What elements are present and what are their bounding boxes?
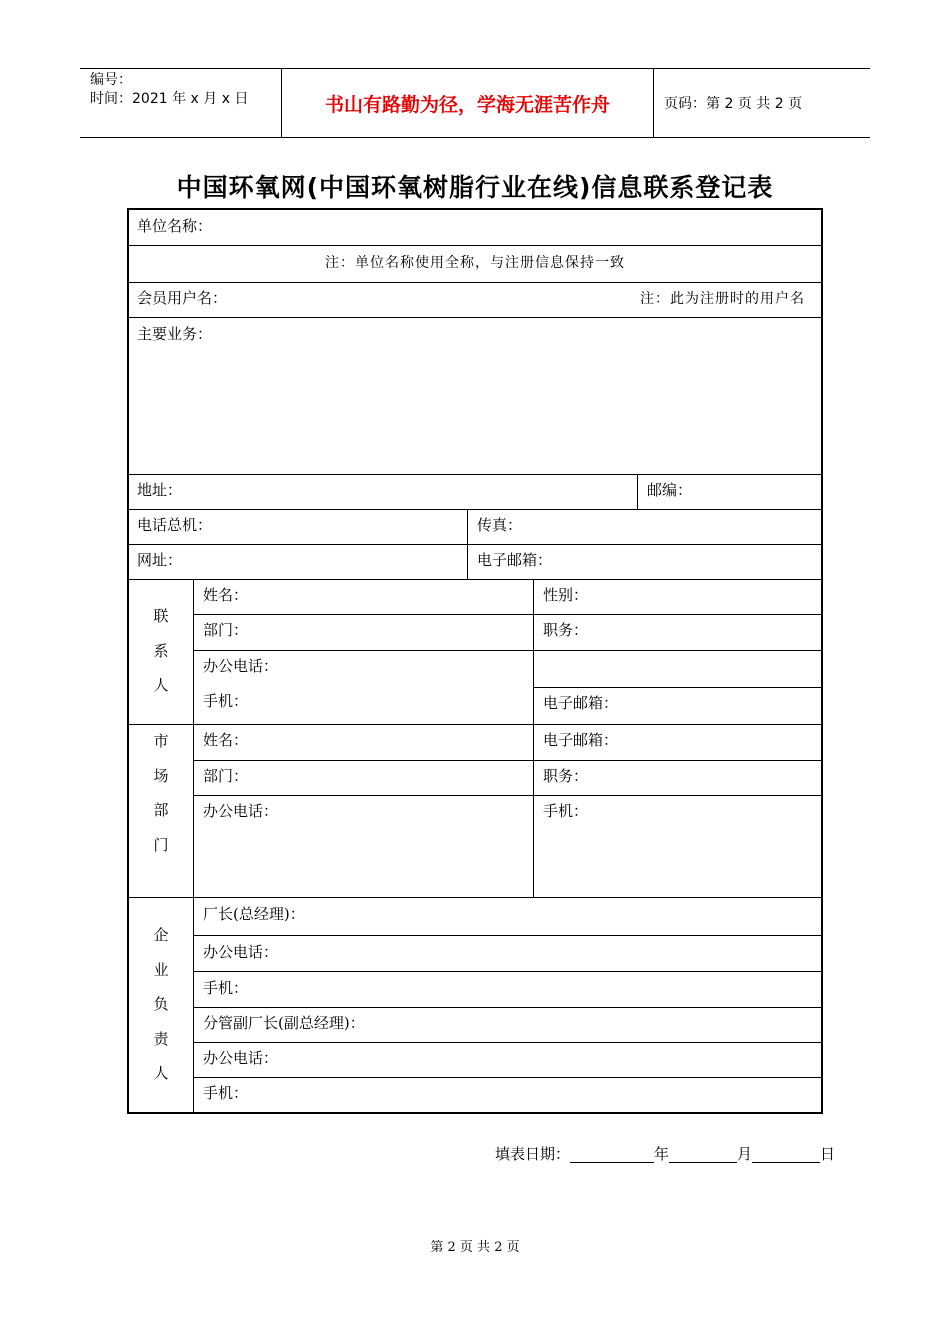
market-dept-label: 部门： — [203, 767, 249, 785]
contact-email-label: 电子邮箱： — [543, 694, 619, 712]
contact-gender-label: 性别： — [543, 586, 589, 604]
motto: 书山有路勤为径，学海无涯苦作舟 — [324, 93, 610, 116]
vgm-office-phone-label: 办公电话： — [203, 1049, 279, 1067]
row-line — [193, 795, 821, 796]
row-line — [129, 245, 821, 246]
leader-group-label: 企 业 负 责 人 — [153, 926, 169, 1082]
row-line — [129, 544, 821, 545]
postcode-label: 邮编： — [647, 481, 693, 499]
fill-date-day-blank[interactable] — [752, 1146, 820, 1163]
row-line — [129, 474, 821, 475]
header-meta — [80, 69, 280, 137]
gm-label: 厂长(总经理)： — [203, 905, 305, 923]
row-line — [193, 935, 821, 936]
fill-date-month-blank[interactable] — [669, 1146, 737, 1163]
col-line — [533, 579, 534, 897]
market-position-label: 职务： — [543, 767, 589, 785]
market-name-label: 姓名： — [203, 731, 249, 749]
fill-date-year-label: 年 — [653, 1145, 669, 1163]
unit-name-label: 单位名称： — [137, 217, 213, 235]
row-line — [129, 897, 821, 898]
gm-office-phone-label: 办公电话： — [203, 943, 279, 961]
registration-form — [127, 208, 823, 1114]
address-label: 地址： — [137, 481, 183, 499]
vgm-mobile-label: 手机： — [203, 1084, 249, 1102]
document-header — [80, 68, 870, 138]
row-line — [193, 1007, 821, 1008]
vgm-label: 分管副厂长(副总经理)： — [203, 1014, 365, 1032]
main-business-label: 主要业务： — [137, 325, 213, 343]
email-label: 电子邮箱： — [477, 551, 553, 569]
fill-date-year-blank[interactable] — [570, 1146, 654, 1163]
contact-position-label: 职务： — [543, 621, 589, 639]
fill-date-month-label: 月 — [736, 1145, 752, 1163]
time-label: 时间：2021 年 x 月 x 日 — [90, 91, 249, 107]
row-line — [129, 724, 821, 725]
member-username-label: 会员用户名： — [137, 289, 228, 307]
page-info: 页码：第 2 页 共 2 页 — [664, 96, 803, 112]
row-line — [193, 1077, 821, 1078]
row-line — [193, 1042, 821, 1043]
market-office-phone-label: 办公电话： — [203, 802, 279, 820]
row-line — [193, 971, 821, 972]
fill-date-day-label: 日 — [819, 1145, 835, 1163]
row-line — [193, 760, 821, 761]
row-line — [129, 579, 821, 580]
fax-label: 传真： — [477, 516, 523, 534]
divider — [653, 69, 654, 137]
contact-mobile-label: 手机： — [203, 692, 249, 710]
contact-group-label: 联 系 人 — [153, 607, 169, 694]
fill-date — [495, 1143, 835, 1164]
row-line — [533, 687, 821, 688]
member-username-note: 注：此为注册时的用户名 — [640, 291, 805, 307]
row-line — [193, 614, 821, 615]
contact-office-phone-label: 办公电话： — [203, 657, 279, 675]
gm-mobile-label: 手机： — [203, 979, 249, 997]
number-label: 编号： — [90, 72, 132, 88]
row-line — [193, 650, 821, 651]
form-title: 中国环氧网(中国环氧树脂行业在线)信息联系登记表 — [176, 173, 774, 202]
row-line — [129, 509, 821, 510]
unit-name-note: 注：单位名称使用全称，与注册信息保持一致 — [325, 255, 625, 271]
market-email-label: 电子邮箱： — [543, 731, 619, 749]
col-line — [637, 474, 638, 509]
market-group-label: 市 场 部 门 — [153, 732, 169, 854]
market-mobile-label: 手机： — [543, 802, 589, 820]
col-line — [193, 579, 194, 1112]
col-line — [467, 509, 468, 579]
fill-date-label: 填表日期： — [494, 1145, 570, 1163]
phone-main-label: 电话总机： — [137, 516, 213, 534]
contact-dept-label: 部门： — [203, 621, 249, 639]
row-line — [129, 317, 821, 318]
website-label: 网址： — [137, 551, 183, 569]
row-line — [129, 282, 821, 283]
page-footer: 第 2 页 共 2 页 — [430, 1240, 520, 1255]
contact-name-label: 姓名： — [203, 586, 249, 604]
